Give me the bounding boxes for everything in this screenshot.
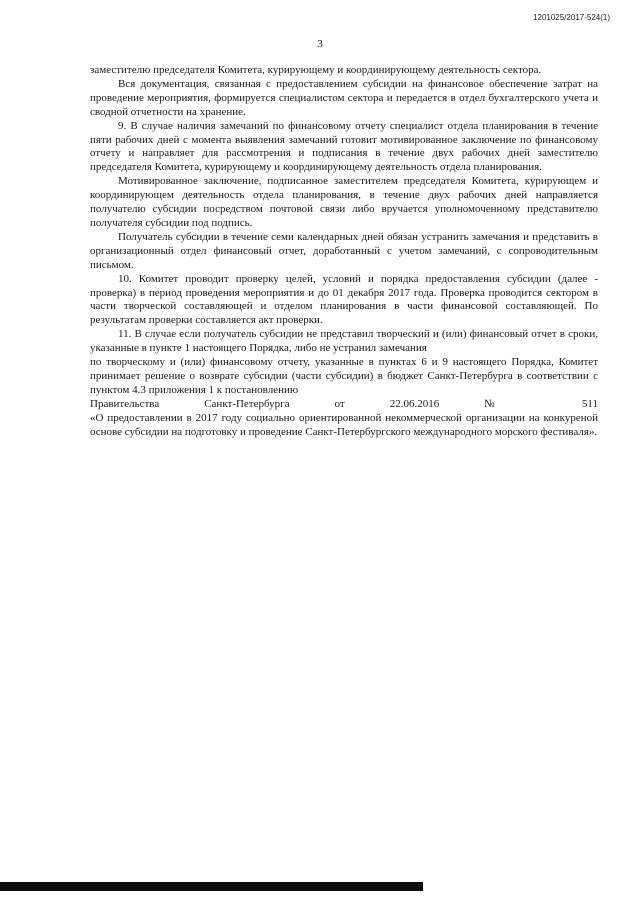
document-id: 1201025/2017-524(1) — [533, 13, 610, 22]
paragraph-3: 9. В случае наличия замечаний по финансовому отчету специалист отдела планирования в течение пяти рабочих дней с момента выявления замечаний готовит мотивированное заключение по финансовому отчету и направляет для рассмотрения и подписания в течение двух рабочих дней заместителю председателя Комитета, курирующему и координирующему деятельность отдела планирования. — [90, 119, 598, 174]
paragraph-8: по творческому и (или) финансовому отчету, указанные в пунктах 6 и 9 настоящего Порядка, Комитет принимает решение о возврате субсидии (части субсидии) в бюджет Санкт-Петербурга в соответствии с пунктом 4.3 приложения 1 к постановлению — [90, 356, 598, 396]
paragraph-1: заместителю председателя Комитета, курирующему и координирующему деятельность сектора. — [90, 64, 542, 76]
paragraph-6: 10. Комитет проводит проверку целей, условий и порядка предоставления субсидии (далее - проверка) в период проведения мероприятия и до 01 декабря 2017 года. Проверка проводится сектором в части творческой составляющей и отделом планирования в части финансовой составляющей. По результатам проверки составляется акт проверки. — [90, 272, 598, 327]
paragraph-4: Мотивированное заключение, подписанное заместителем председателя Комитета, курирующем и координирующем деятельность отдела планирования, в течение двух рабочих дней направляется получателю субсидии посредством почтовой связи либо вручается уполномоченному представителю получателя субсидии под подпись. — [90, 175, 598, 229]
page-number: 3 — [317, 38, 323, 50]
paragraph-2: Вся документация, связанная с предоставлением субсидии на финансовое обеспечение затрат на проведение мероприятия, формируется специалистом сектора и передается в отдел бухгалтерского учета и сводной отчетности на хранение. — [90, 77, 598, 118]
scan-edge-bar — [0, 882, 423, 891]
paragraph-7: 11. В случае если получатель субсидии не представил творческий и (или) финансовый отчет в сроки, указанные в пункте 1 настоящего Порядка, либо не устранил замечания — [90, 328, 598, 355]
paragraph-5: Получатель субсидии в течение семи календарных дней обязан устранить замечания и представить в организационный отдел финансовый отчет, доработанный с учетом замечаний, с сопроводительным письмом. — [90, 230, 598, 271]
paragraph-10: «О предоставлении в 2017 году социально ориентированной некоммерческой организации на конкуреной основе субсидии на подготовку и проведение Санкт-Петербургского международного морского фестиваля». — [90, 411, 598, 438]
document-body — [90, 64, 598, 439]
paragraph-9: Правительства Санкт-Петербурга от 22.06.2016 № 511 — [90, 397, 598, 410]
